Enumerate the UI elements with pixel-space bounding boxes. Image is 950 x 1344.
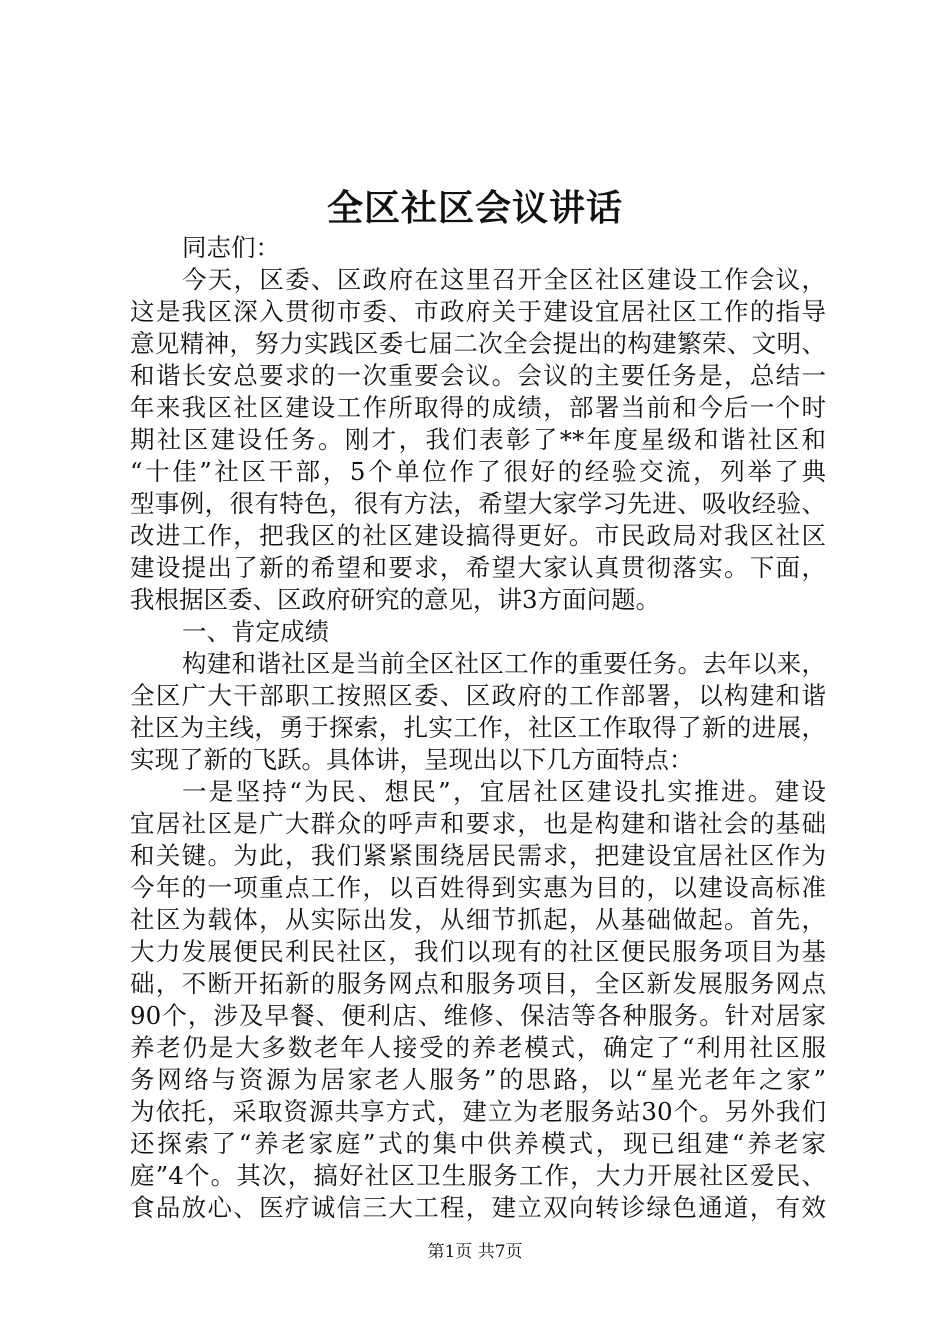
paragraph-line: 改进工作，把我区的社区建设搞得更好。市民政局对我区社区 xyxy=(130,521,826,550)
paragraph-line: 社区为载体，从实际出发，从细节抓起，从基础做起。首先， xyxy=(130,905,826,934)
paragraph-line: 还探索了“养老家庭”式的集中供养模式，现已组建“养老家 xyxy=(130,1129,826,1158)
paragraph-line: 构建和谐社区是当前全区社区工作的重要任务。去年以来， xyxy=(182,649,826,678)
page-number: 第1页 共7页 xyxy=(427,1242,523,1262)
paragraph-line: 大力发展便民利民社区，我们以现有的社区便民服务项目为基 xyxy=(130,937,826,966)
paragraph-line: 这是我区深入贯彻市委、市政府关于建设宜居社区工作的指导 xyxy=(130,297,826,326)
paragraph-line: 全区广大干部职工按照区委、区政府的工作部署，以构建和谐 xyxy=(130,681,826,710)
paragraph-line: 一是坚持“为民、想民”，宜居社区建设扎实推进。建设 xyxy=(182,777,826,806)
paragraph-line: 和关键。为此，我们紧紧围绕居民需求，把建设宜居社区作为 xyxy=(130,841,826,870)
paragraph-line: 今天，区委、区政府在这里召开全区社区建设工作会议， xyxy=(182,265,826,294)
paragraph-line: 础，不断开拓新的服务网点和服务项目，全区新发展服务网点 xyxy=(130,969,826,998)
paragraph-line: 社区为主线，勇于探索，扎实工作，社区工作取得了新的进展， xyxy=(130,713,826,742)
paragraph-line: 同志们： xyxy=(182,233,280,262)
paragraph-line: 宜居社区是广大群众的呼声和要求，也是构建和谐社会的基础 xyxy=(130,809,826,838)
paragraph-line: 年来我区社区建设工作所取得的成绩，部署当前和今后一个时 xyxy=(130,393,826,422)
paragraph-line: 今年的一项重点工作，以百姓得到实惠为目的，以建设高标准 xyxy=(130,873,826,902)
paragraph-line: “十佳”社区干部，5个单位作了很好的经验交流，列举了典 xyxy=(130,457,826,486)
paragraph-line: 意见精神，努力实践区委七届二次全会提出的构建繁荣、文明、 xyxy=(130,329,826,358)
paragraph-line: 型事例，很有特色，很有方法，希望大家学习先进、吸收经验、 xyxy=(130,489,826,518)
paragraph-line: 90个，涉及早餐、便利店、维修、保洁等各种服务。针对居家 xyxy=(130,1001,826,1030)
paragraph-line: 养老仍是大多数老年人接受的养老模式，确定了“利用社区服 xyxy=(130,1033,826,1062)
paragraph-line: 食品放心、医疗诚信三大工程，建立双向转诊绿色通道，有效 xyxy=(130,1193,826,1222)
paragraph-line: 实现了新的飞跃。具体讲，呈现出以下几方面特点： xyxy=(130,745,694,774)
paragraph-line: 和谐长安总要求的一次重要会议。会议的主要任务是，总结一 xyxy=(130,361,826,390)
paragraph-line: 庭”4个。其次，搞好社区卫生服务工作，大力开展社区爱民、 xyxy=(130,1161,826,1190)
document-body xyxy=(130,232,826,1224)
paragraph-line: 我根据区委、区政府研究的意见，讲3方面问题。 xyxy=(130,585,661,614)
paragraph-line: 务网络与资源为居家老人服务”的思路，以“星光老年之家” xyxy=(130,1065,826,1094)
paragraph-line: 为依托，采取资源共享方式，建立为老服务站30个。另外我们 xyxy=(130,1097,826,1126)
paragraph-line: 建设提出了新的希望和要求，希望大家认真贯彻落实。下面， xyxy=(130,553,826,582)
document-title: 全区社区会议讲话 xyxy=(326,187,623,229)
section-heading: 一、肯定成绩 xyxy=(182,617,329,646)
paragraph-line: 期社区建设任务。刚才，我们表彰了**年度星级和谐社区和 xyxy=(130,425,826,454)
